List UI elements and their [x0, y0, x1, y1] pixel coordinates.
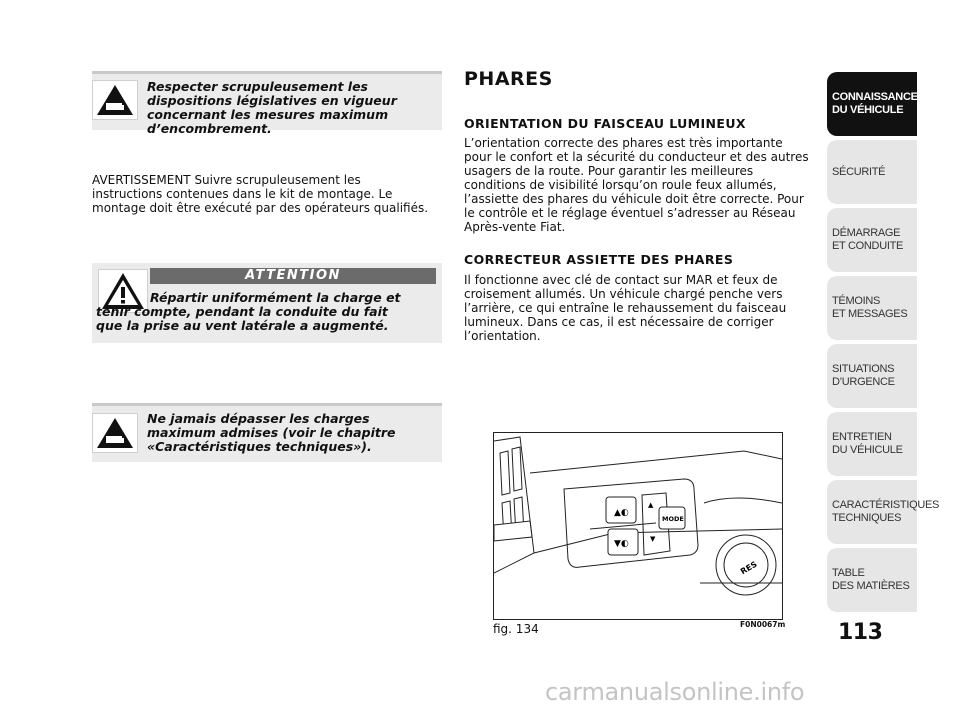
tab-table-matieres[interactable]: TABLE DES MATIÈRES	[827, 548, 917, 612]
note-box-dimensions	[92, 71, 442, 136]
mode-button-label: MODE	[662, 515, 684, 523]
res-knob-label: RES	[739, 559, 759, 577]
section-text-corrector: Il fonctionne avec clé de contact sur MAR et feux de croisement allumés. Un véhicule chargé penche vers l’arrière, ce qui entraîne le rehaussement du faisceau lumineux. Dans ce cas, il est nécessaire de corriger l’orientation.	[464, 273, 787, 343]
note-dimensions-text: Respecter scrupuleusement les dispositions législatives en vigueur concernant les mesures maximum d’encombrement.	[147, 79, 397, 136]
attention-label: ATTENTION	[150, 268, 436, 284]
truck-warning-icon	[92, 80, 138, 120]
note-box-loads	[92, 403, 442, 462]
tab-entretien-vehicule[interactable]: ENTRETIEN DU VÉHICULE	[827, 412, 917, 476]
figure-code: F0N0067m	[740, 620, 786, 629]
svg-text:▼◐: ▼◐	[614, 539, 629, 549]
svg-text:▲◐: ▲◐	[614, 508, 629, 518]
section-text-orientation: L’orientation correcte des phares est très importante pour le confort et la sécurité du conducteur et des autres usagers de la route. Pour garantir les meilleures conditions de visibilité lorsqu’on roule feux allumés, l’assiette des phares du véhicule doit être correcte. Pour le contrôle et le réglage éventuel s’adresser au Réseau Après-vente Fiat.	[464, 136, 809, 234]
note-loads-text: Ne jamais dépasser les charges maximum admises (voir le chapitre «Caractéristiques techniques»).	[147, 411, 396, 454]
attention-text: Répartir uniformément la charge et tenir compte, pendant la conduite du fait que la prise au vent latérale a augmenté.	[96, 290, 401, 333]
watermark: carmanualsonline.info	[545, 678, 805, 706]
truck-warning-icon	[92, 413, 138, 453]
page-title: PHARES	[464, 68, 553, 90]
section-heading-corrector: CORRECTEUR ASSIETTE DES PHARES	[464, 252, 734, 267]
tab-demarrage-conduite[interactable]: DÉMARRAGE ET CONDUITE	[827, 208, 917, 272]
tab-connaissance-vehicule[interactable]: CONNAISSANCE DU VÉHICULE	[827, 72, 917, 136]
attention-box	[92, 263, 442, 343]
page-number: 113	[838, 620, 883, 645]
section-heading-orientation: ORIENTATION DU FAISCEAU LUMINEUX	[464, 116, 746, 131]
tab-caracteristiques-techniques[interactable]: CARACTÉRISTIQUES TECHNIQUES	[827, 480, 917, 544]
figure-headlight-corrector	[493, 432, 783, 620]
svg-text:▲: ▲	[648, 501, 654, 509]
warning-paragraph: AVERTISSEMENT Suivre scrupuleusement les instructions contenues dans le kit de montage. Le montage doit être exécuté par des opérateurs qualifiés.	[92, 173, 429, 215]
tab-temoins-messages[interactable]: TÉMOINS ET MESSAGES	[827, 276, 917, 340]
figure-caption: fig. 134	[493, 622, 539, 636]
svg-text:▼: ▼	[650, 535, 656, 543]
tab-situations-urgence[interactable]: SITUATIONS D’URGENCE	[827, 344, 917, 408]
tab-securite[interactable]: SÉCURITÉ	[827, 140, 917, 204]
